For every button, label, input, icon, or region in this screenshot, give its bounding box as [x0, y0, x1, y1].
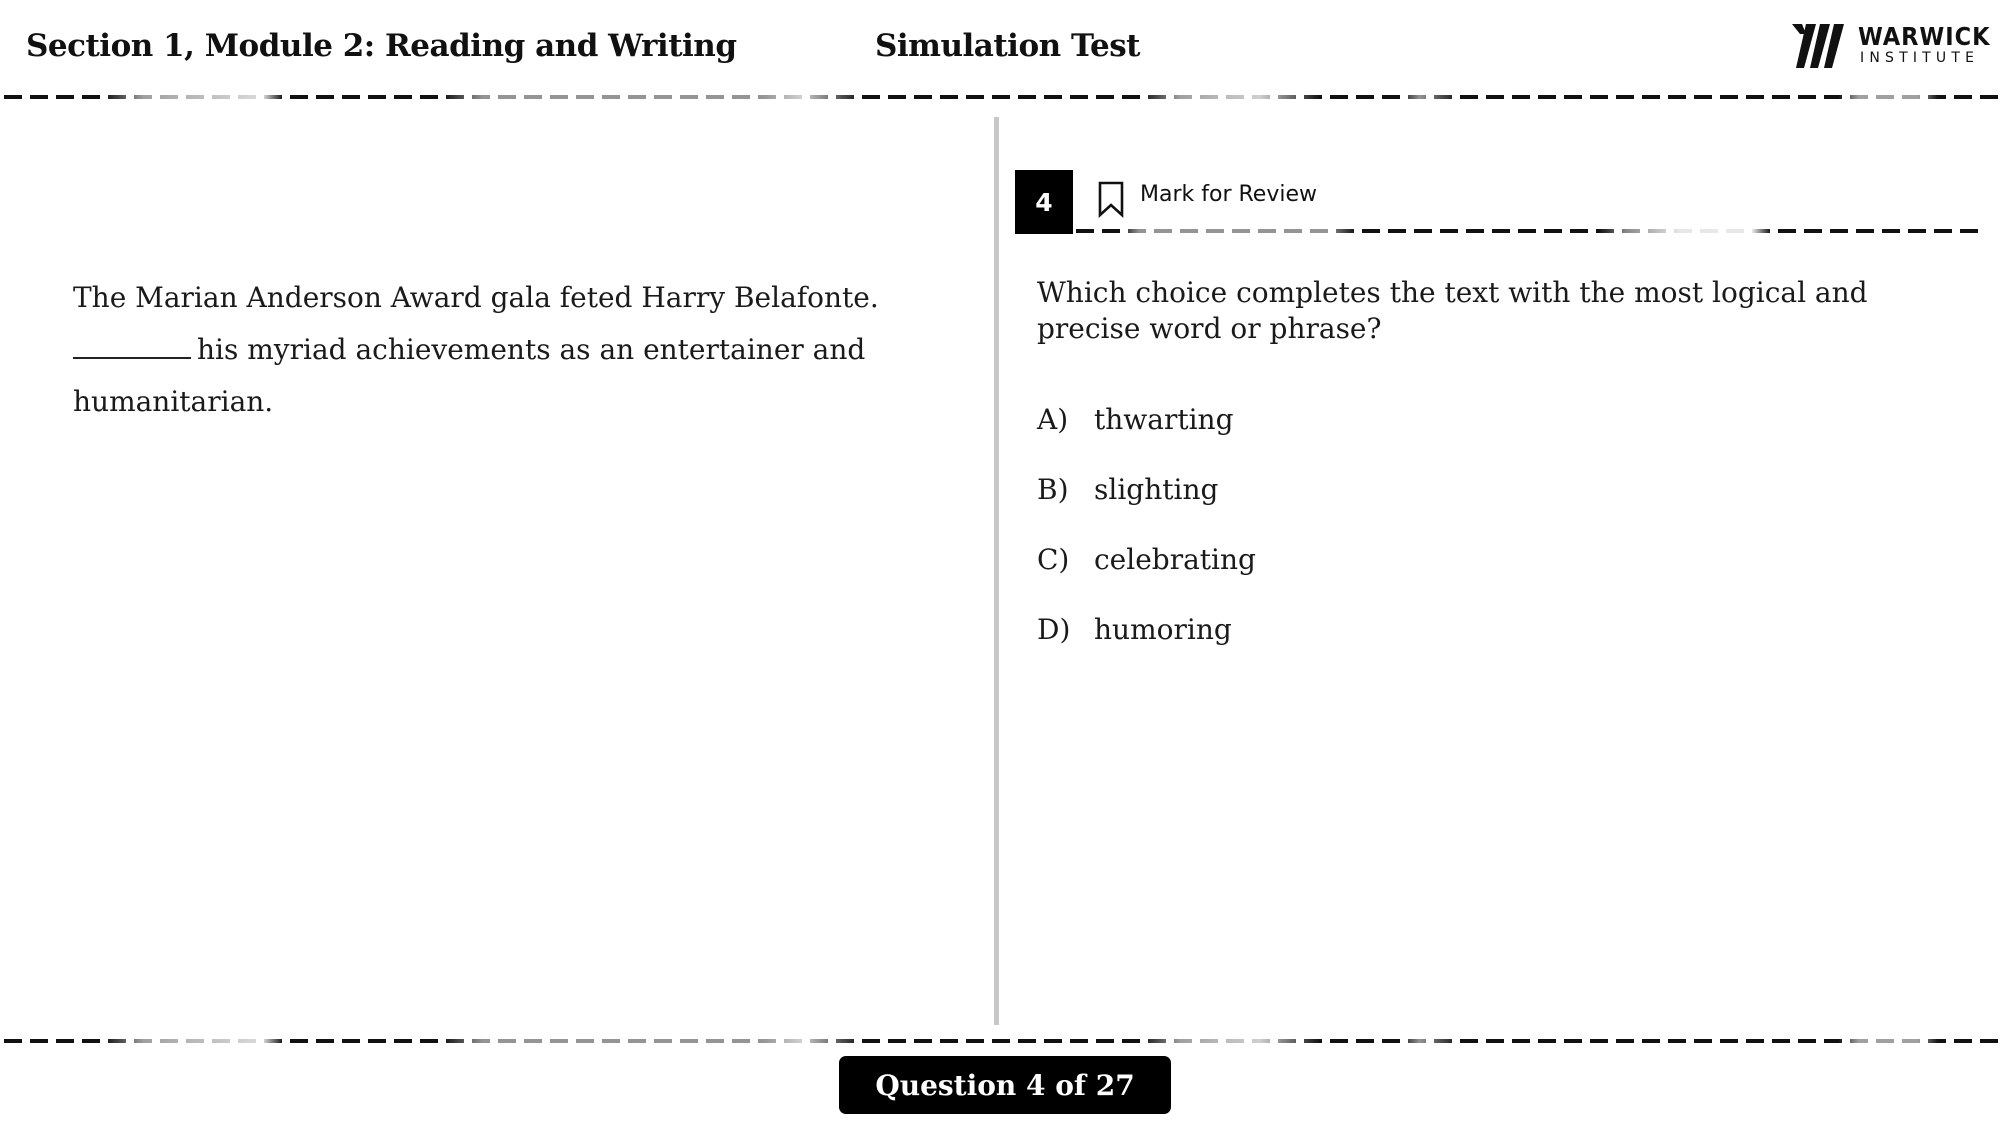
choice-d[interactable] [1037, 613, 1937, 683]
choice-b[interactable] [1037, 473, 1937, 543]
passage-text [73, 272, 933, 428]
panel-divider[interactable] [994, 117, 999, 1025]
choice-text: humoring [1094, 613, 1232, 646]
logo-subtitle: INSTITUTE [1860, 50, 1980, 66]
choice-text: thwarting [1094, 403, 1234, 436]
choice-letter: C) [1037, 543, 1070, 576]
choice-letter: D) [1037, 613, 1071, 646]
question-navigator-button[interactable]: Question 4 of 27 [839, 1056, 1171, 1114]
mark-for-review-button[interactable] [1096, 180, 1317, 218]
test-title: Simulation Test [875, 28, 1140, 64]
question-prompt: Which choice completes the text with the most logical and precise word or phrase? [1037, 276, 1868, 345]
choice-text: slighting [1094, 473, 1219, 506]
choice-a[interactable] [1037, 403, 1937, 473]
choice-text: celebrating [1094, 543, 1256, 576]
logo-word: WARWICK [1858, 22, 1991, 51]
passage-blank [73, 327, 191, 359]
question-number-badge: 4 [1015, 170, 1073, 234]
section-title: Section 1, Module 2: Reading and Writing [26, 28, 737, 64]
warwick-logo-mark-icon [1792, 24, 1852, 68]
warwick-logo [1792, 22, 1991, 72]
mark-for-review-label: Mark for Review [1140, 181, 1317, 207]
passage-sentence-2: his myriad achievements as an entertainer and humanitarian. [73, 333, 866, 418]
bookmark-icon [1096, 180, 1126, 218]
passage-sentence-1: The Marian Anderson Award gala feted Harry Belafonte. [73, 281, 879, 314]
choice-letter: A) [1037, 403, 1069, 436]
choice-c[interactable] [1037, 543, 1937, 613]
choice-letter: B) [1037, 473, 1069, 506]
answer-choices [1037, 403, 1937, 683]
